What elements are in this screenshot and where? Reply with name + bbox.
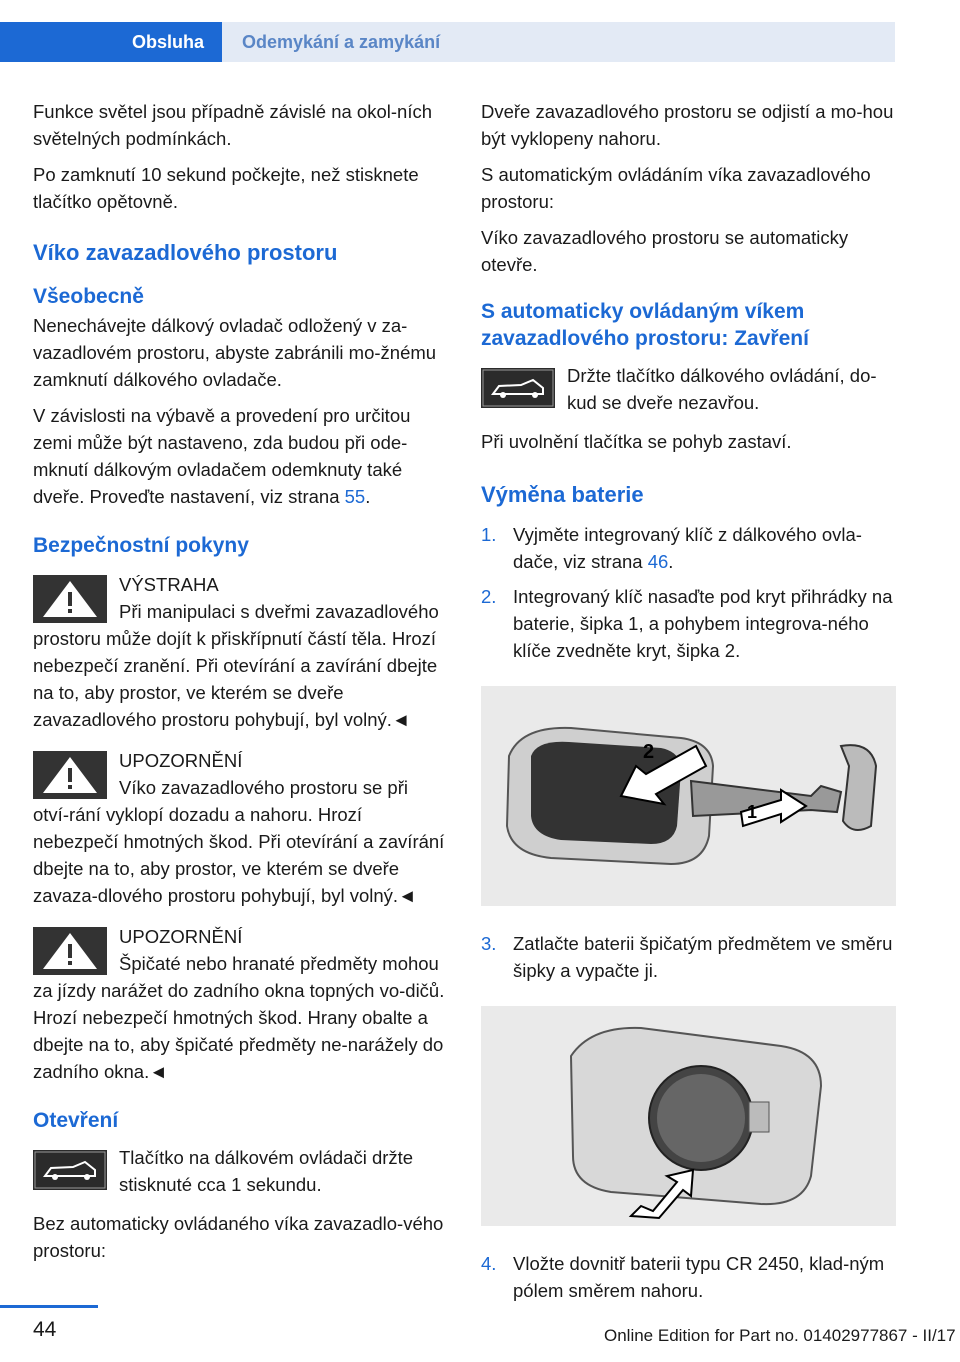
battery-illustration	[481, 1006, 896, 1226]
tab-odemykani[interactable]: Odemykání a zamykání	[222, 22, 895, 62]
figure-key-removal	[481, 686, 896, 906]
page-link-55[interactable]: 55	[344, 486, 366, 507]
notice-text: Víko zavazadlového prostoru se při otví-rání vyklopí dozadu a nahoru. Hrozí nebezpečí hmotných škod. Při otevírání a zavírání dbejte na to, aby prostor, ve kterém se dveře zavaza-dlového prostoru pohybují, byl volný.◄	[33, 777, 445, 906]
list-text: Integrovaný klíč nasaďte pod kryt přihrádky na baterie, šipka 1, a pohybem integrova-ného klíče zvedněte kryt, šipka 2.	[513, 586, 893, 661]
paragraph: Dveře zavazadlového prostoru se odjistí a mo-hou být vyklopeny nahoru.	[481, 101, 894, 149]
list-text	[513, 521, 896, 575]
period: .	[668, 551, 674, 572]
paragraph: Funkce světel jsou případně závislé na okol-ních světelných podmínkách.	[33, 101, 432, 149]
paragraph: Po zamknutí 10 sekund počkejte, než stisknete tlačítko opětovně.	[33, 164, 419, 212]
warning-triangle-icon	[33, 927, 107, 975]
notice-title: UPOZORNĚNÍ	[119, 926, 243, 947]
section-title-viko: Víko zavazadlového prostoru	[33, 240, 338, 265]
list-number: 1.	[481, 524, 497, 545]
list-text: Zatlačte baterii špičatým předmětem ve směru šipky a vypačte ji.	[513, 933, 893, 981]
paragraph: Víko zavazadlového prostoru se automaticky otevře.	[481, 227, 849, 275]
warning-block	[33, 571, 449, 733]
warning-triangle-icon	[33, 751, 107, 799]
edition-note: Online Edition for Part no. 01402977867 - II/17	[604, 1326, 956, 1345]
paragraph: Při uvolnění tlačítka se pohyb zastaví.	[481, 431, 792, 452]
figure-label-2: 2	[643, 741, 655, 763]
paragraph: S automatickým ovládáním víka zavazadlového prostoru:	[481, 164, 871, 212]
remote-button-instruction	[481, 362, 896, 416]
remote-button-instruction	[33, 1144, 449, 1198]
notice-text: Špičaté nebo hranaté předměty mohou za jízdy narážet do zadního okna topných vo-dičů. Hrozí nebezpečí hmotných škod. Hrany obalte a dbejte na to, aby špičaté předměty ne-narážely do zadního okna.◄	[33, 953, 445, 1082]
figure-label-1: 1	[747, 802, 758, 822]
tab-obsluha[interactable]: Obsluha	[0, 22, 222, 62]
page-link-46[interactable]: 46	[647, 551, 669, 572]
list-number: 4.	[481, 1253, 497, 1274]
period: .	[365, 486, 371, 507]
paragraph: Nenechávejte dálkový ovladač odložený v za-vazadlovém prostoru, abyste zabránili mo-žnému zamknutí dálkového ovladače.	[33, 315, 437, 390]
subsection-title-vseobecne: Všeobecně	[33, 285, 144, 308]
list-item	[481, 521, 896, 575]
figure-battery-removal	[481, 1006, 896, 1226]
warning-text: Při manipulaci s dveřmi zavazadlového prostoru může dojít k přiskřípnutí částí těla. Hrozí nebezpečí zranění. Při otevírání a zavírání dbejte na to, aby prostor, ve kterém se dveře zavazadlového prostoru pohybují, byl volný.◄	[33, 601, 439, 730]
paragraph: Bez automaticky ovládaného víka zavazadlo-vého prostoru:	[33, 1213, 444, 1261]
section-title-battery: Výměna baterie	[481, 482, 644, 507]
list-number: 3.	[481, 933, 497, 954]
paragraph	[33, 402, 449, 510]
subsection-title-close: S automaticky ovládaným víkem zavazadlového prostoru: Zavření	[481, 300, 809, 350]
warning-title: VÝSTRAHA	[119, 574, 219, 595]
trunk-button-icon	[33, 1150, 107, 1190]
list-number: 2.	[481, 586, 497, 607]
warning-triangle-icon	[33, 575, 107, 623]
key-illustration	[481, 686, 896, 906]
list-text: Vložte dovnitř baterii typu CR 2450, klad-ným pólem směrem nahoru.	[513, 1253, 885, 1301]
subsection-title-bezpecnost: Bezpečnostní pokyny	[33, 534, 249, 557]
battery-steps-list	[481, 521, 896, 664]
list-item	[481, 1250, 896, 1304]
list-item	[481, 930, 896, 984]
right-column	[481, 98, 896, 1312]
step-text: Vyjměte integrovaný klíč z dálkového ovla-dače, viz strana	[513, 524, 862, 572]
subsection-title-otevreni: Otevření	[33, 1109, 119, 1132]
page-number: 44	[33, 1318, 57, 1341]
notice-block	[33, 923, 449, 1085]
chapter-tabs	[0, 22, 895, 62]
notice-block	[33, 747, 449, 909]
footer-accent-line	[0, 1305, 98, 1308]
list-item	[481, 583, 896, 664]
paragraph-text: V závislosti na výbavě a provedení pro určitou zemi může být nastaveno, zda budou při ode-mknutí dálkovým ovladačem odemknuty také dveře. Proveďte nastavení, viz strana	[33, 405, 411, 507]
instruction-text: Tlačítko na dálkovém ovládači držte stisknuté cca 1 sekundu.	[119, 1147, 414, 1195]
notice-title: UPOZORNĚNÍ	[119, 750, 243, 771]
instruction-text: Držte tlačítko dálkového ovládání, do-kud se dveře nezavřou.	[567, 365, 877, 413]
trunk-button-icon	[481, 368, 555, 408]
left-column	[33, 98, 449, 1273]
